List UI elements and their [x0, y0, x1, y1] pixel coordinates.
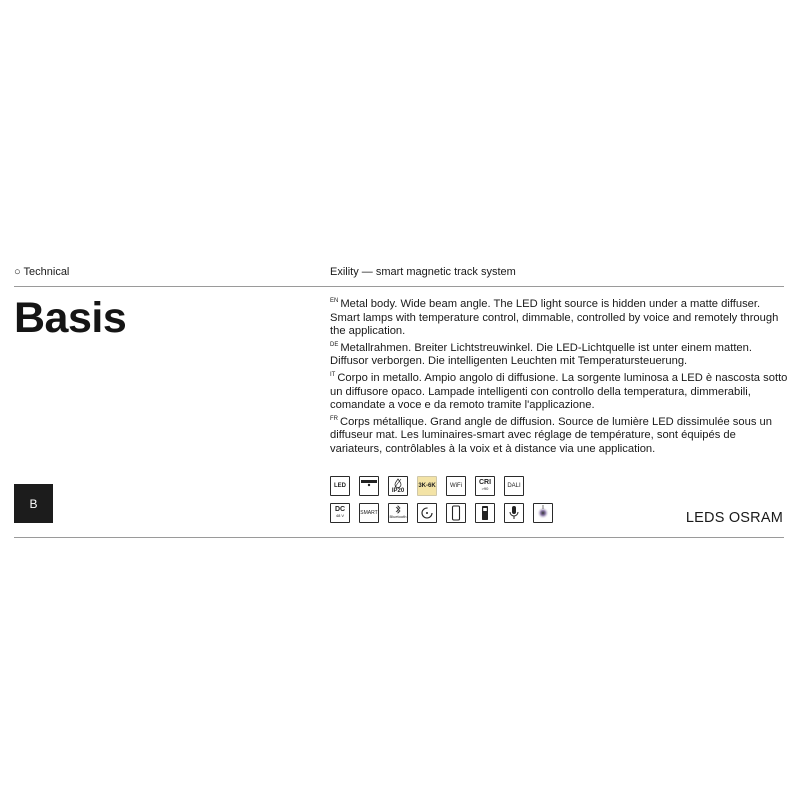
description-text: Metallrahmen. Breiter Lichtstreuwinkel. Die LED-Lichtquelle ist unter einem matten. Diffusor verborgen. Die intelligenten Leuchten mit Temperatursteuerung. — [330, 341, 752, 368]
product-title: Basis — [14, 294, 127, 342]
description-block — [330, 295, 790, 457]
section-label: Technical — [23, 266, 70, 278]
lang-tag: IT — [330, 371, 336, 378]
series-title: Exility — smart magnetic track system — [330, 266, 516, 278]
smartphone-icon — [446, 503, 466, 523]
smart-icon: SMART — [359, 503, 379, 523]
dimmer-icon — [417, 503, 437, 523]
series-badge: B — [14, 484, 53, 523]
beam-angle-icon — [359, 476, 379, 496]
description-text: Metal body. Wide beam angle. The LED light source is hidden under a matte diffuser. Smart lamps with temperature control, dimmable, controlled by voice and remotely through the application. — [330, 298, 779, 338]
cri-icon: CRI >90 — [475, 476, 495, 496]
brand-name: LEDS OSRAM — [685, 510, 783, 526]
description-text: Corps métallique. Grand angle de diffusion. Source de lumière LED dissimulée sous un diffuseur mat. Les luminaires-smart avec réglage de température, sont équipés de variateurs, contrôlables à la voix et à distance via une application. — [330, 415, 772, 455]
led-icon: LED — [330, 476, 350, 496]
description-it — [330, 369, 790, 413]
section-header — [14, 266, 69, 279]
microphone-icon — [504, 503, 524, 523]
description-text: Corpo in metallo. Ampio angolo di diffusione. La sorgente luminosa a LED è nascosta sotto un diffusore opaco. Lampade intelligenti con controllo della temperatura, dimmerabili, comandate a voce e da remoto tramite l'applicazione. — [330, 371, 788, 412]
description-fr — [330, 413, 790, 457]
top-divider — [14, 286, 784, 287]
ip20-icon: IP20 — [388, 476, 408, 496]
remote-control-icon — [475, 503, 495, 523]
lang-tag: DE — [330, 341, 339, 348]
circle-icon: ○ — [14, 266, 21, 278]
description-de — [330, 339, 790, 369]
bottom-divider — [14, 537, 784, 538]
dali-icon: DALI — [504, 476, 524, 496]
light-source-icon — [533, 503, 553, 523]
wifi-icon: WiFi — [446, 476, 466, 496]
lang-tag: EN — [330, 298, 339, 304]
lang-tag: FR — [330, 415, 338, 422]
color-temperature-icon: 3K-6K — [417, 476, 437, 496]
description-en — [330, 295, 790, 339]
dc-voltage-icon: DC 48 V — [330, 503, 350, 523]
bluetooth-icon: Bluetooth — [388, 503, 408, 523]
